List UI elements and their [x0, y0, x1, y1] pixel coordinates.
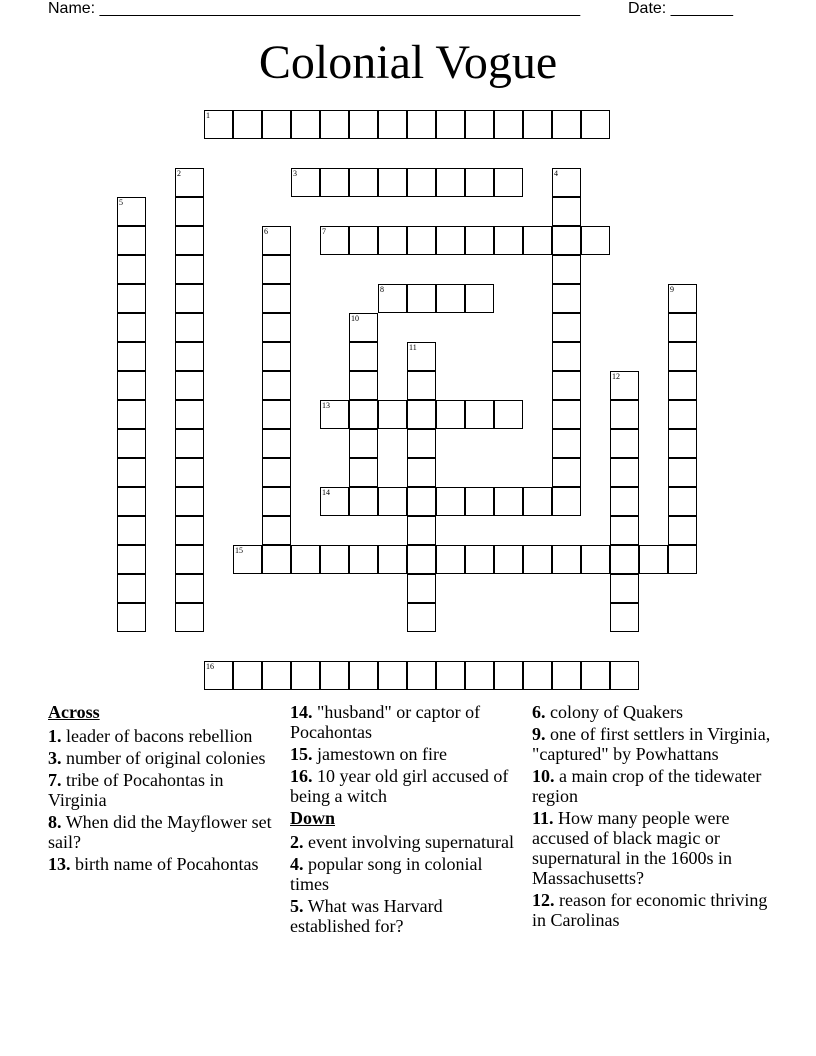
grid-cell[interactable]: [117, 516, 146, 545]
grid-cell[interactable]: [610, 545, 639, 574]
grid-cell[interactable]: [610, 516, 639, 545]
grid-cell[interactable]: [291, 545, 320, 574]
across-clue-13: [48, 854, 276, 874]
grid-cell[interactable]: [610, 371, 639, 400]
across-clue-16: [290, 766, 518, 806]
grid-cell[interactable]: [436, 661, 465, 690]
grid-cell[interactable]: [320, 110, 349, 139]
grid-cell[interactable]: [465, 545, 494, 574]
grid-cell[interactable]: [349, 110, 378, 139]
grid-cell[interactable]: [175, 342, 204, 371]
clue-text: When did the Mayflower set sail?: [48, 812, 272, 852]
grid-cell[interactable]: [175, 545, 204, 574]
cell-number: 16: [206, 662, 214, 671]
grid-cell[interactable]: [407, 545, 436, 574]
grid-cell[interactable]: [262, 661, 291, 690]
grid-cell[interactable]: [494, 226, 523, 255]
grid-cell[interactable]: [262, 516, 291, 545]
grid-cell[interactable]: [262, 110, 291, 139]
down-clue-6: [532, 702, 772, 722]
grid-cell[interactable]: [117, 255, 146, 284]
grid-cell[interactable]: [436, 400, 465, 429]
across-clue-15: [290, 744, 518, 764]
clue-text: event involving supernatural: [308, 832, 514, 852]
grid-cell[interactable]: [349, 226, 378, 255]
clue-number: 10.: [532, 766, 555, 786]
grid-cell[interactable]: [175, 516, 204, 545]
grid-cell[interactable]: [407, 284, 436, 313]
name-field-label[interactable]: Name: ______________________________________________________: [48, 0, 581, 17]
grid-cell[interactable]: [610, 429, 639, 458]
grid-cell[interactable]: [175, 603, 204, 632]
grid-cell[interactable]: [378, 284, 407, 313]
down-clue-4: [290, 854, 518, 894]
clue-text: a main crop of the tidewater region: [532, 766, 762, 806]
grid-cell[interactable]: [204, 661, 233, 690]
grid-cell[interactable]: [407, 110, 436, 139]
grid-cell[interactable]: [175, 429, 204, 458]
grid-cell[interactable]: [320, 168, 349, 197]
grid-cell[interactable]: [233, 545, 262, 574]
cell-number: 11: [409, 343, 417, 352]
grid-cell[interactable]: [117, 545, 146, 574]
grid-cell[interactable]: [291, 661, 320, 690]
grid-cell[interactable]: [465, 661, 494, 690]
cell-number: 9: [670, 285, 674, 294]
page-title: Colonial Vogue: [258, 36, 558, 89]
clues-column-2: [290, 702, 518, 938]
grid-cell[interactable]: [349, 429, 378, 458]
grid-cell[interactable]: [117, 342, 146, 371]
clue-number: 12.: [532, 890, 555, 910]
clue-text: What was Harvard established for?: [290, 896, 443, 936]
cell-number: 3: [293, 169, 297, 178]
grid-cell[interactable]: [639, 545, 668, 574]
grid-cell[interactable]: [291, 168, 320, 197]
grid-cell[interactable]: [668, 487, 697, 516]
cell-number: 2: [177, 169, 181, 178]
grid-cell[interactable]: [494, 168, 523, 197]
grid-cell[interactable]: [552, 661, 581, 690]
clue-number: 3.: [48, 748, 62, 768]
clue-text: reason for economic thriving in Carolinas: [532, 890, 768, 930]
down-clue-12: [532, 890, 772, 930]
grid-cell[interactable]: [668, 400, 697, 429]
grid-cell[interactable]: [436, 487, 465, 516]
grid-cell[interactable]: [407, 574, 436, 603]
grid-cell[interactable]: [668, 284, 697, 313]
grid-cell[interactable]: [378, 226, 407, 255]
grid-cell[interactable]: [320, 226, 349, 255]
grid-cell[interactable]: [407, 458, 436, 487]
clue-number: 14.: [290, 702, 313, 722]
grid-cell[interactable]: [523, 110, 552, 139]
grid-cell[interactable]: [407, 371, 436, 400]
grid-cell[interactable]: [465, 110, 494, 139]
grid-cell[interactable]: [581, 661, 610, 690]
grid-cell[interactable]: [262, 458, 291, 487]
clue-text: colony of Quakers: [550, 702, 683, 722]
grid-cell[interactable]: [610, 661, 639, 690]
cell-number: 7: [322, 227, 326, 236]
cell-number: 12: [612, 372, 620, 381]
grid-cell[interactable]: [349, 487, 378, 516]
grid-cell[interactable]: [610, 458, 639, 487]
grid-cell[interactable]: [552, 168, 581, 197]
grid-cell[interactable]: [494, 110, 523, 139]
grid-cell[interactable]: [610, 400, 639, 429]
clue-text: jamestown on fire: [317, 744, 447, 764]
grid-cell[interactable]: [436, 545, 465, 574]
cell-number: 14: [322, 488, 330, 497]
grid-cell[interactable]: [668, 313, 697, 342]
grid-cell[interactable]: [523, 545, 552, 574]
grid-cell[interactable]: [552, 458, 581, 487]
grid-cell[interactable]: [262, 226, 291, 255]
grid-cell[interactable]: [668, 429, 697, 458]
grid-cell[interactable]: [581, 226, 610, 255]
grid-cell[interactable]: [320, 545, 349, 574]
clue-number: 9.: [532, 724, 546, 744]
grid-cell[interactable]: [349, 545, 378, 574]
grid-cell[interactable]: [175, 487, 204, 516]
grid-cell[interactable]: [262, 255, 291, 284]
grid-cell[interactable]: [552, 226, 581, 255]
grid-cell[interactable]: [465, 168, 494, 197]
clue-text: birth name of Pocahontas: [75, 854, 259, 874]
grid-cell[interactable]: [552, 342, 581, 371]
grid-cell[interactable]: [117, 371, 146, 400]
grid-cell[interactable]: [610, 603, 639, 632]
clue-number: 13.: [48, 854, 71, 874]
grid-cell[interactable]: [320, 487, 349, 516]
grid-cell[interactable]: [349, 371, 378, 400]
grid-cell[interactable]: [523, 487, 552, 516]
grid-cell[interactable]: [349, 400, 378, 429]
grid-cell[interactable]: [378, 168, 407, 197]
cell-number: 5: [119, 198, 123, 207]
clue-text: How many people were accused of black magic or supernatural in the 1600s in Massachusetts?: [532, 808, 732, 888]
grid-cell[interactable]: [378, 545, 407, 574]
grid-cell[interactable]: [407, 603, 436, 632]
grid-cell[interactable]: [320, 661, 349, 690]
grid-cell[interactable]: [378, 400, 407, 429]
grid-cell[interactable]: [436, 284, 465, 313]
grid-cell[interactable]: [465, 284, 494, 313]
grid-cell[interactable]: [407, 168, 436, 197]
grid-cell[interactable]: [349, 168, 378, 197]
grid-cell[interactable]: [117, 313, 146, 342]
clue-text: 10 year old girl accused of being a witch: [290, 766, 509, 806]
clues-column-3: [532, 702, 772, 932]
clue-number: 4.: [290, 854, 304, 874]
grid-cell[interactable]: [378, 110, 407, 139]
grid-cell[interactable]: [175, 284, 204, 313]
cell-number: 10: [351, 314, 359, 323]
grid-cell[interactable]: [407, 226, 436, 255]
grid-cell[interactable]: [349, 313, 378, 342]
grid-cell[interactable]: [117, 603, 146, 632]
grid-cell[interactable]: [175, 458, 204, 487]
grid-cell[interactable]: [175, 313, 204, 342]
grid-cell[interactable]: [175, 400, 204, 429]
cell-number: 13: [322, 401, 330, 410]
grid-cell[interactable]: [436, 168, 465, 197]
grid-cell[interactable]: [262, 284, 291, 313]
grid-cell[interactable]: [465, 226, 494, 255]
down-clue-10: [532, 766, 772, 806]
grid-cell[interactable]: [175, 255, 204, 284]
grid-cell[interactable]: [320, 400, 349, 429]
grid-cell[interactable]: [117, 429, 146, 458]
clue-number: 7.: [48, 770, 62, 790]
grid-cell[interactable]: [494, 487, 523, 516]
grid-cell[interactable]: [523, 226, 552, 255]
grid-cell[interactable]: [552, 429, 581, 458]
across-heading: Across: [48, 702, 100, 722]
grid-cell[interactable]: [233, 661, 262, 690]
clues-column-1: [48, 702, 276, 876]
grid-cell[interactable]: [175, 168, 204, 197]
grid-cell[interactable]: [552, 545, 581, 574]
grid-cell[interactable]: [552, 284, 581, 313]
grid-cell[interactable]: [407, 516, 436, 545]
grid-cell[interactable]: [117, 226, 146, 255]
grid-cell[interactable]: [436, 110, 465, 139]
grid-cell[interactable]: [262, 400, 291, 429]
grid-cell[interactable]: [349, 458, 378, 487]
grid-cell[interactable]: [117, 458, 146, 487]
grid-cell[interactable]: [175, 574, 204, 603]
cell-number: 15: [235, 546, 243, 555]
cell-number: 4: [554, 169, 558, 178]
grid-cell[interactable]: [552, 400, 581, 429]
across-clue-8: [48, 812, 276, 852]
grid-cell[interactable]: [552, 313, 581, 342]
grid-cell[interactable]: [552, 110, 581, 139]
across-clue-14: [290, 702, 518, 742]
grid-cell[interactable]: [407, 487, 436, 516]
grid-cell[interactable]: [262, 545, 291, 574]
clue-number: 5.: [290, 896, 304, 916]
grid-cell[interactable]: [262, 487, 291, 516]
clue-text: leader of bacons rebellion: [66, 726, 253, 746]
grid-cell[interactable]: [117, 400, 146, 429]
grid-cell[interactable]: [494, 661, 523, 690]
down-clue-2: [290, 832, 518, 852]
grid-cell[interactable]: [175, 226, 204, 255]
grid-cell[interactable]: [552, 255, 581, 284]
grid-cell[interactable]: [262, 313, 291, 342]
grid-cell[interactable]: [465, 487, 494, 516]
grid-cell[interactable]: [668, 458, 697, 487]
clue-text: number of original colonies: [66, 748, 266, 768]
grid-cell[interactable]: [233, 110, 262, 139]
across-clue-3: [48, 748, 276, 768]
grid-cell[interactable]: [668, 342, 697, 371]
grid-cell[interactable]: [175, 197, 204, 226]
grid-cell[interactable]: [117, 574, 146, 603]
grid-cell[interactable]: [610, 487, 639, 516]
grid-cell[interactable]: [494, 545, 523, 574]
date-field-label[interactable]: Date: _______: [628, 0, 733, 17]
grid-cell[interactable]: [378, 661, 407, 690]
grid-cell[interactable]: [262, 371, 291, 400]
grid-cell[interactable]: [291, 110, 320, 139]
grid-cell[interactable]: [668, 545, 697, 574]
grid-cell[interactable]: [407, 661, 436, 690]
clue-number: 2.: [290, 832, 304, 852]
grid-cell[interactable]: [494, 400, 523, 429]
down-clue-9: [532, 724, 772, 764]
grid-cell[interactable]: [552, 197, 581, 226]
grid-cell[interactable]: [668, 516, 697, 545]
grid-cell[interactable]: [436, 226, 465, 255]
clue-text: one of first settlers in Virginia, "captured" by Powhattans: [532, 724, 771, 764]
grid-cell[interactable]: [552, 371, 581, 400]
cell-number: 8: [380, 285, 384, 294]
cell-number: 1: [206, 111, 210, 120]
grid-cell[interactable]: [407, 342, 436, 371]
down-clue-11: [532, 808, 772, 888]
clue-number: 8.: [48, 812, 62, 832]
grid-cell[interactable]: [581, 545, 610, 574]
grid-cell[interactable]: [610, 574, 639, 603]
across-clue-1: [48, 726, 276, 746]
clue-number: 15.: [290, 744, 313, 764]
grid-cell[interactable]: [117, 284, 146, 313]
grid-cell[interactable]: [349, 661, 378, 690]
grid-cell[interactable]: [262, 342, 291, 371]
grid-cell[interactable]: [552, 487, 581, 516]
clue-number: 16.: [290, 766, 313, 786]
grid-cell[interactable]: [175, 371, 204, 400]
grid-cell[interactable]: [117, 197, 146, 226]
down-clue-5: [290, 896, 518, 936]
cell-number: 6: [264, 227, 268, 236]
grid-cell[interactable]: [262, 429, 291, 458]
grid-cell[interactable]: [581, 110, 610, 139]
grid-cell[interactable]: [668, 371, 697, 400]
clue-text: "husband" or captor of Pocahontas: [290, 702, 481, 742]
clue-text: popular song in colonial times: [290, 854, 483, 894]
grid-cell[interactable]: [465, 400, 494, 429]
grid-cell[interactable]: [407, 429, 436, 458]
down-heading: Down: [290, 808, 336, 828]
grid-cell[interactable]: [523, 661, 552, 690]
across-clue-7: [48, 770, 276, 810]
clue-number: 1.: [48, 726, 62, 746]
clue-number: 6.: [532, 702, 546, 722]
clue-text: tribe of Pocahontas in Virginia: [48, 770, 224, 810]
grid-cell[interactable]: [407, 400, 436, 429]
grid-cell[interactable]: [117, 487, 146, 516]
grid-cell[interactable]: [204, 110, 233, 139]
grid-cell[interactable]: [378, 487, 407, 516]
grid-cell[interactable]: [349, 342, 378, 371]
clue-number: 11.: [532, 808, 554, 828]
